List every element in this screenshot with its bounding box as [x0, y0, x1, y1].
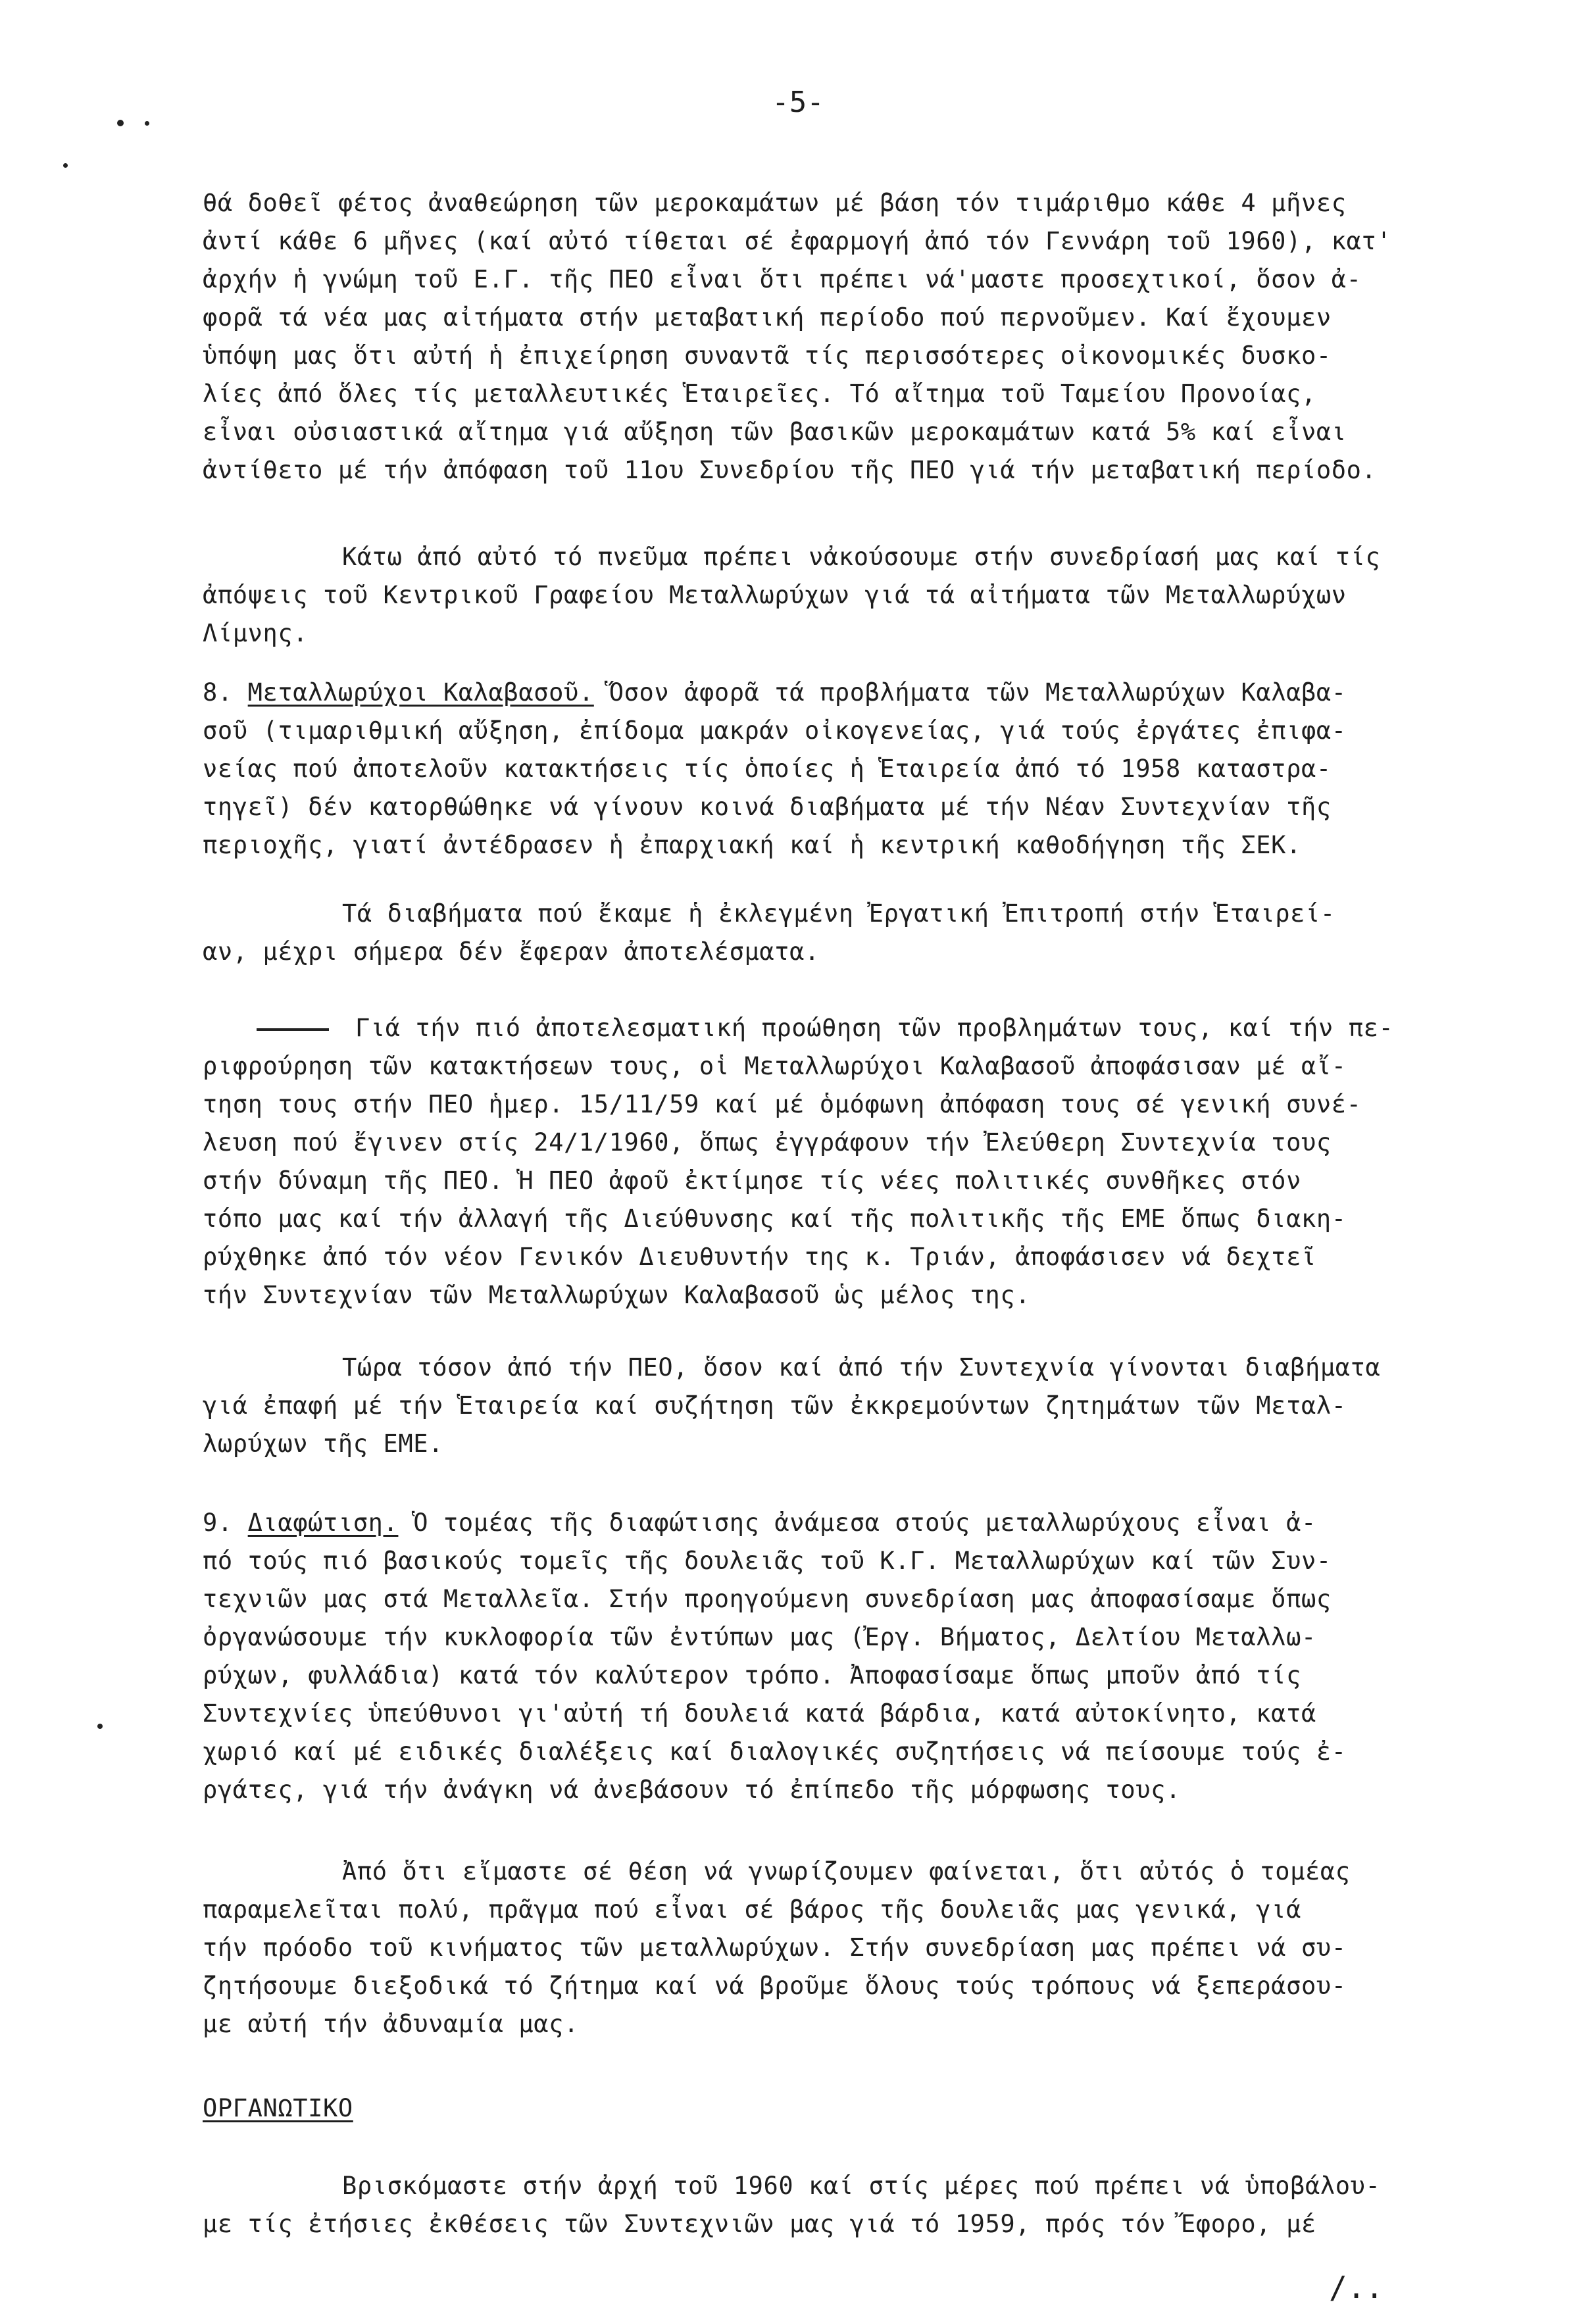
- text-line: ἀντίθετο μέ τήν ἀπόφαση τοῦ 11ου Συνεδρίου τῆς ΠΕΟ γιά τήν μεταβατική περίοδο.: [203, 456, 1377, 484]
- section-number: 9.: [203, 1509, 233, 1537]
- text-line: τόπο μας καί τήν ἀλλαγή τῆς Διεύθυνσης καί τῆς πολιτικῆς τῆς ΕΜΕ ὅπως διακη-: [203, 1205, 1347, 1233]
- text-line: ὑπόψη μας ὅτι αὐτή ἡ ἐπιχείρηση συναντᾶ τίς περισσότερες οἰκονομικές δυσκο-: [203, 341, 1332, 370]
- text-line: περιοχῆς, γιατί ἀντέδρασεν ἡ ἐπαρχιακή καί ἡ κεντρική καθοδήγηση τῆς ΣΕΚ.: [203, 831, 1301, 859]
- section-title: Διαφώτιση.: [247, 1509, 399, 1537]
- text-line: Συντεχνίες ὑπεύθυνοι γι'αὐτή τή δουλειά κατά βάρδια, κατά αὐτοκίνητο, κατά: [203, 1699, 1316, 1728]
- section-8-heading-line: [203, 674, 1545, 712]
- text-line: πό τούς πιό βασικούς τομεῖς τῆς δουλειᾶς τοῦ Κ.Γ. Μεταλλωρύχων καί τῶν Συν-: [203, 1547, 1332, 1575]
- text-line: Κάτω ἀπό αὐτό τό πνεῦμα πρέπει νἀκούσουμε στήν συνεδρίασή μας καί τίς: [342, 543, 1381, 571]
- text-line: λευση πού ἔγινεν στίς 24/1/1960, ὅπως ἐγγράφουν τήν Ἐλεύθερη Συντεχνία τους: [203, 1128, 1332, 1157]
- scan-dot: [63, 163, 68, 168]
- scan-dot: [117, 120, 124, 126]
- text-line: τηση τους στήν ΠΕΟ ἡμερ. 15/11/59 καί μέ ὁμόφωνη ἀπόφαση τους σέ γενική συνέ-: [203, 1090, 1362, 1118]
- section-title: Μεταλλωρύχοι Καλαβασοῦ.: [247, 678, 594, 707]
- text-line: θά δοθεῖ φέτος ἀναθεώρηση τῶν μεροκαμάτων μέ βάση τόν τιμάριθμο κάθε 4 μῆνες: [203, 189, 1347, 217]
- text-line: ριφρούρηση τῶν κατακτήσεων τους, οἱ Μεταλλωρύχοι Καλαβασοῦ ἀποφάσισαν μέ αἴ-: [203, 1052, 1347, 1080]
- section-9-heading-line: [203, 1504, 1545, 1542]
- text-line: με αὐτή τήν ἀδυναμία μας.: [203, 2010, 579, 2038]
- text-line: εἶναι οὐσιαστικά αἴτημα γιά αὔξηση τῶν βασικῶν μεροκαμάτων κατά 5% καί εἶναι: [203, 418, 1347, 446]
- text-line: ἀντί κάθε 6 μῆνες (καί αὐτό τίθεται σέ ἐφαρμογή ἀπό τόν Γεννάρη τοῦ 1960), κατ': [203, 227, 1392, 255]
- continuation-mark: /..: [1329, 2270, 1384, 2305]
- text-line: τηγεῖ) δέν κατορθώθηκε νά γίνουν κοινά διαβήματα μέ τήν Νέαν Συντεχνίαν τῆς: [203, 793, 1332, 821]
- text-line: φορᾶ τά νέα μας αἰτήματα στήν μεταβατική περίοδο πού περνοῦμεν. Καί ἔχουμεν: [203, 303, 1332, 332]
- text-line: γιά ἐπαφή μέ τήν Ἑταιρεία καί συζήτηση τῶν ἐκκρεμούντων ζητημάτων τῶν Μεταλ-: [203, 1391, 1347, 1420]
- text-line: ρύχθηκε ἀπό τόν νέον Γενικόν Διευθυντήν της κ. Τριάν, ἀποφάσισεν νά δεχτεῖ: [203, 1243, 1316, 1271]
- text-line: με τίς ἐτήσιες ἐκθέσεις τῶν Συντεχνιῶν μας γιά τό 1959, πρός τόν Ἔφορο, μέ: [203, 2210, 1316, 2238]
- section-heading-organotiko: ΟΡΓΑΝΩΤΙΚΟ: [203, 2094, 353, 2122]
- text-line: Τώρα τόσον ἀπό τήν ΠΕΟ, ὅσον καί ἀπό τήν Συντεχνία γίνονται διαβήματα: [342, 1353, 1381, 1382]
- scan-dot: [97, 1724, 103, 1729]
- text-span: Ὁ τομέας τῆς διαφώτισης ἀνάμεσα στούς μεταλλωρύχους εἶναι ἀ-: [398, 1509, 1316, 1537]
- text-line: χωριό καί μέ ειδικές διαλέξεις καί διαλογικές συζητήσεις νά πείσουμε τούς ἐ-: [203, 1737, 1347, 1766]
- text-line: Ἀπό ὅτι εἴμαστε σέ θέση νά γνωρίζουμεν φαίνεται, ὅτι αὐτός ὁ τομέας: [342, 1857, 1351, 1885]
- text-line: ἀρχήν ἡ γνώμη τοῦ Ε.Γ. τῆς ΠΕΟ εἶναι ὅτι πρέπει νά'μαστε προσεχτικοί, ὅσον ἀ-: [203, 265, 1362, 293]
- text-line: λίες ἀπό ὅλες τίς μεταλλευτικές Ἑταιρεῖες. Τό αἴτημα τοῦ Ταμείου Προνοίας,: [203, 380, 1316, 408]
- page-number: -5-: [772, 86, 824, 119]
- text-line: ργάτες, γιά τήν ἀνάγκη νά ἀνεβάσουν τό ἐπίπεδο τῆς μόρφωσης τους.: [203, 1776, 1181, 1804]
- text-line: σοῦ (τιμαριθμική αὔξηση, ἐπίδομα μακράν οἰκογενείας, γιά τούς ἐργάτες ἐπιφα-: [203, 716, 1347, 745]
- text-line: ὀργανώσουμε τήν κυκλοφορία τῶν ἐντύπων μας (Ἐργ. Βήματος, Δελτίου Μεταλλω-: [203, 1623, 1316, 1651]
- text-line: Βρισκόμαστε στήν ἀρχή τοῦ 1960 καί στίς μέρες πού πρέπει νά ὑποβάλου-: [342, 2172, 1381, 2200]
- text-line: Λίμνης.: [203, 619, 309, 647]
- text-line: ρύχων, φυλλάδια) κατά τόν καλύτερον τρόπο. Ἀποφασίσαμε ὅπως μποῦν ἀπό τίς: [203, 1661, 1301, 1689]
- text-line: τήν Συντεχνίαν τῶν Μεταλλωρύχων Καλαβασοῦ ὡς μέλος της.: [203, 1281, 1031, 1309]
- text-line: αν, μέχρι σήμερα δέν ἔφεραν ἀποτελέσματα.: [203, 937, 820, 966]
- text-line: τεχνιῶν μας στά Μεταλλεῖα. Στήν προηγούμενη συνεδρίαση μας ἀποφασίσαμε ὅπως: [203, 1585, 1332, 1613]
- text-span: Ὅσον ἀφορᾶ τά προβλήματα τῶν Μεταλλωρύχων Καλαβα-: [593, 678, 1347, 707]
- section-number: 8.: [203, 678, 233, 707]
- text-span: Γιά τήν πιό ἀποτελεσματική προώθηση τῶν προβλημάτων τους, καί τήν πε-: [355, 1014, 1394, 1042]
- text-line: [257, 1009, 1596, 1047]
- text-line: ἀπόψεις τοῦ Κεντρικοῦ Γραφείου Μεταλλωρύχων γιά τά αἰτήματα τῶν Μεταλλωρύχων: [203, 581, 1347, 609]
- scan-dot: [145, 121, 149, 126]
- text-line: λωρύχων τῆς ΕΜΕ.: [203, 1430, 444, 1458]
- text-line: Τά διαβήματα πού ἔκαμε ἡ ἐκλεγμένη Ἐργατική Ἐπιτροπή στήν Ἑταιρεί-: [342, 899, 1335, 928]
- text-line: τήν πρόοδο τοῦ κινήματος τῶν μεταλλωρύχων. Στήν συνεδρίαση μας πρέπει νά συ-: [203, 1934, 1347, 1962]
- text-line: ζητήσουμε διεξοδικά τό ζήτημα καί νά βροῦμε ὅλους τούς τρόπους νά ξεπεράσου-: [203, 1972, 1347, 2000]
- dash-mark: [257, 1028, 329, 1031]
- text-line: παραμελεῖται πολύ, πρᾶγμα πού εἶναι σέ βάρος τῆς δουλειᾶς μας γενικά, γιά: [203, 1895, 1301, 1924]
- text-line: στήν δύναμη τῆς ΠΕΟ. Ἡ ΠΕΟ ἀφοῦ ἐκτίμησε τίς νέες πολιτικές συνθῆκες στόν: [203, 1166, 1301, 1195]
- text-line: νείας πού ἀποτελοῦν κατακτήσεις τίς ὁποίες ἡ Ἑταιρεία ἀπό τό 1958 καταστρα-: [203, 755, 1332, 783]
